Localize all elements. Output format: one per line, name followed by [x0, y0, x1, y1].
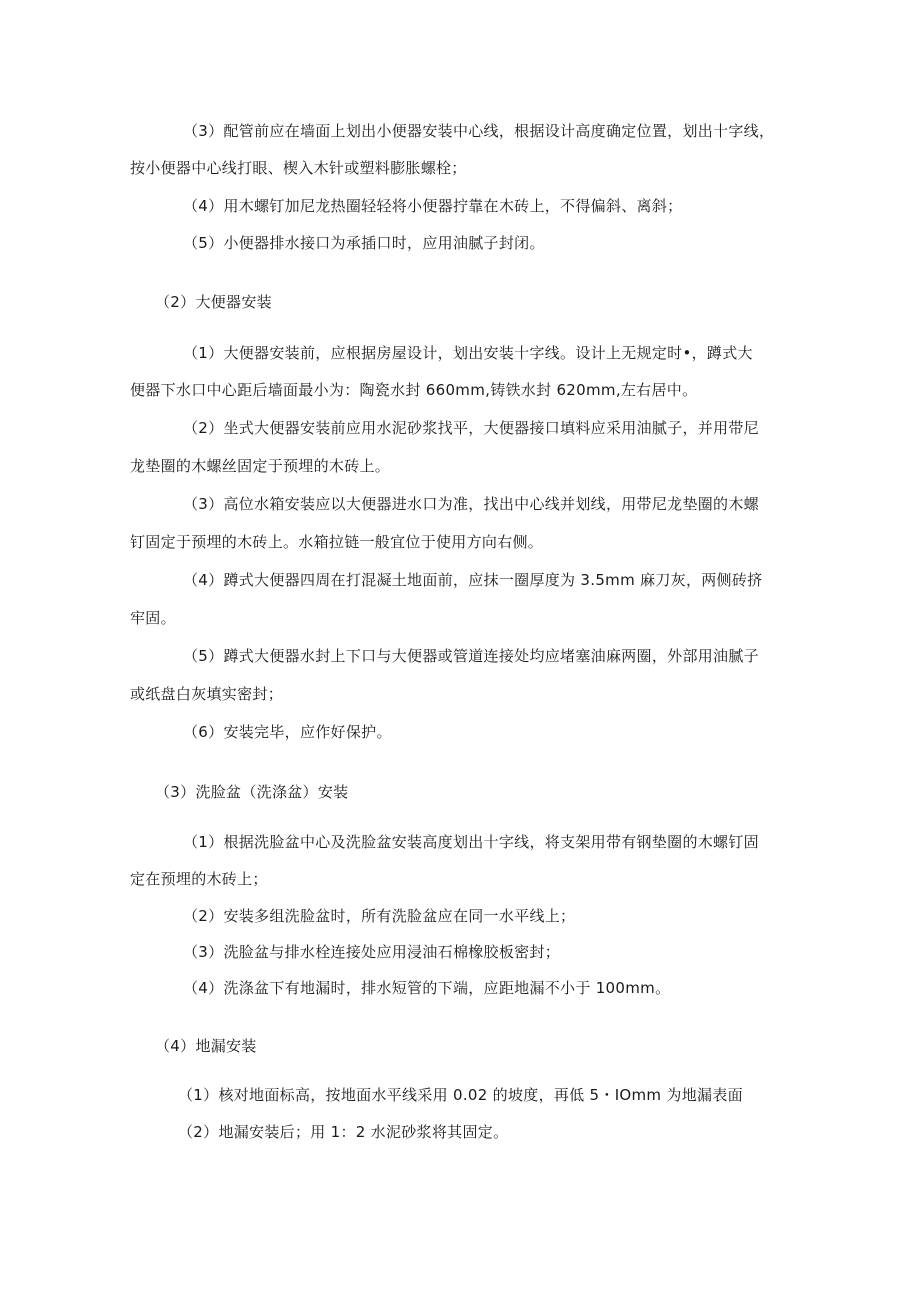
text-line: （1）大便器安装前，应根据房屋设计，划出安装十字线。设计上无规定时•，蹲式大 [183, 344, 753, 362]
text-line: （2）坐式大便器安装前应用水泥砂浆找平，大便器接口填料应采用油腻子，并用带尼 [183, 419, 759, 437]
text-line: 定在预埋的木砖上； [130, 870, 268, 888]
section-heading: （2）大便器安装 [155, 293, 272, 311]
text-line: （5）小便器排水接口为承插口时，应用油腻子封闭。 [183, 234, 545, 252]
text-line: 或纸盘白灰填实密封； [130, 685, 284, 703]
text-line: （2）地漏安装后；用 1：2 水泥砂浆将其固定。 [178, 1123, 509, 1141]
section-heading: （3）洗脸盆（洗涤盆）安装 [155, 783, 349, 801]
text-line: （3）高位水箱安装应以大便器进水口为准，找出中心线并划线，用带尼龙垫圈的木螺 [183, 495, 759, 513]
text-line: 牢固。 [130, 609, 176, 627]
text-line: （2）安装多组洗脸盆时，所有洗脸盆应在同一水平线上； [183, 907, 576, 925]
section-heading: （4）地漏安装 [155, 1037, 257, 1055]
text-line: 按小便器中心线打眼、楔入木针或塑料膨胀螺栓； [130, 159, 467, 177]
text-line: （4）用木螺钉加尼龙热圈轻轻将小便器拧靠在木砖上，不得偏斜、离斜； [183, 197, 683, 215]
text-line: （4）蹲式大便器四周在打混凝土地面前，应抹一圈厚度为 3.5mm 麻刀灰，两侧砖挤 [183, 571, 763, 589]
text-line: （5）蹲式大便器水封上下口与大便器或管道连接处均应堵塞油麻两圈，外部用油腻子 [183, 647, 759, 665]
text-line: （1）核对地面标高，按地面水平线采用 0.02 的坡度，再低 5・IOmm 为地漏表面 [178, 1086, 743, 1104]
text-line: （4）洗涤盆下有地漏时，排水短管的下端，应距地漏不小于 100mm。 [183, 979, 671, 997]
text-line: （6）安装完毕，应作好保护。 [183, 723, 392, 741]
text-line: 钉固定于预埋的木砖上。水箱拉链一般宜位于使用方向右侧。 [130, 533, 544, 551]
text-line: （3）洗脸盆与排水栓连接处应用浸油石棉橡胶板密封； [183, 943, 561, 961]
text-line: 龙垫圈的木螺丝固定于预埋的木砖上。 [130, 457, 391, 475]
text-line: （1）根据洗脸盆中心及洗脸盆安装高度划出十字线，将支架用带有钢垫圈的木螺钉固 [183, 833, 759, 851]
text-line: （3）配管前应在墙面上划出小便器安装中心线，根据设计高度确定位置，划出十字线， [183, 122, 775, 140]
text-line: 便器下水口中心距后墙面最小为：陶瓷水封 660mm,铸铁水封 620mm,左右居中。 [130, 381, 698, 399]
